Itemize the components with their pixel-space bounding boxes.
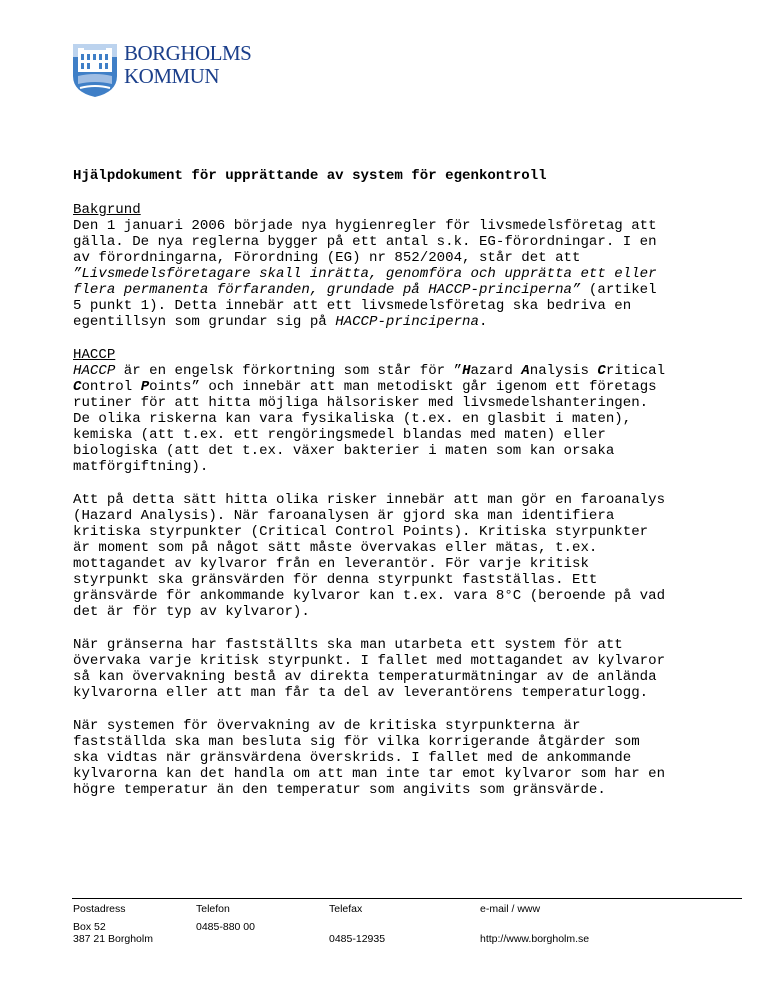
section-bakgrund — [73, 202, 673, 330]
footer-website-link[interactable]: http://www.borgholm.se — [480, 933, 590, 945]
heading-haccp: HACCP — [73, 347, 116, 363]
footer-label: e-mail / www — [480, 903, 541, 915]
logo-line-1: BORGHOLMS — [124, 41, 252, 65]
footer-postadress — [73, 903, 153, 945]
text: ontrol — [81, 379, 141, 395]
text: är en engelsk förkortning som står för ” — [115, 363, 463, 379]
letter: H — [462, 363, 471, 379]
text: ritical — [605, 363, 666, 379]
kommun-logo — [72, 40, 282, 100]
footer-telefax — [329, 903, 385, 945]
text: ” och innebär att man metodiskt går igenom ett företags rutiner för att hitta möjliga hälsorisker med livsmedelshanteringen. De olika riskerna kan vara fysikaliska (t.ex. en glasbit i maten), kemiska (att t.ex. ett rengöringsmedel blandas med maten) eller biologiska (att det t.ex. växer bakterier i maten som kan orsaka matförgiftning). — [73, 379, 657, 475]
letter: A — [521, 363, 530, 379]
logo-line-2: KOMMUN — [124, 64, 220, 88]
term: HACCP — [73, 363, 116, 379]
paragraph-overvakning: När gränserna har fastställts ska man utarbeta ett system för att övervaka varje kritisk styrpunkt. I fallet med mottagandet av kylvaror så kan övervakning bestå av direkta temperaturmätningar av de anlända kylvarorna eller att man får ta del av leverantörens temperaturlogg. — [73, 637, 666, 701]
paragraph-faroanalys: Att på detta sätt hitta olika risker innebär att man gör en faroanalys (Hazard Analysis). När faroanalysen är gjord ska man identifiera kritiska styrpunkter (Critical Control Points). Kritiska styrpunkter är moment som på något sätt måste övervakas eller mätas, t.ex. mottagandet av kylvaror från en leverantör. För varje kritisk styrpunkt ska gränsvärden för denna styrpunkt fastställas. Ett gränsvärde för ankommande kylvaror kan t.ex. vara 8°C (beroende på vad det är för typ av kylvaror). — [73, 492, 666, 620]
footer-value: 0485-880 00 — [196, 921, 255, 933]
text: azard — [470, 363, 522, 379]
footer-label: Postadress — [73, 903, 126, 915]
text: (artikel 5 punkt 1). Detta innebär att ett livsmedelsföretag ska bedriva en egentillsyn som grundar sig på — [73, 282, 657, 330]
footer-email — [480, 903, 589, 945]
footer-value: Box 52 — [73, 921, 106, 933]
letter: C — [73, 379, 82, 395]
paragraph-bakgrund — [73, 218, 673, 330]
quote: ”Livsmedelsföretagare skall inrätta, genomföra och upprätta ett eller flera permanenta förfaranden, grundade på HACCP-principerna” — [73, 266, 657, 298]
letter: P — [140, 379, 150, 395]
footer-label: Telefon — [196, 903, 230, 915]
text: nalysis — [529, 363, 598, 379]
paragraph-haccp — [73, 363, 673, 475]
text: . — [478, 314, 488, 330]
footer-label: Telefax — [329, 903, 363, 915]
footer-telefon — [196, 903, 255, 933]
text: oints — [149, 379, 192, 395]
footer-divider — [72, 898, 742, 899]
document-title: Hjälpdokument för upprättande av system för egenkontroll — [73, 168, 547, 184]
heading-bakgrund: Bakgrund — [73, 202, 141, 218]
footer-value: 387 21 Borgholm — [73, 933, 153, 945]
footer-value: 0485-12935 — [329, 933, 386, 945]
letter: C — [597, 363, 606, 379]
crest-icon — [72, 40, 118, 98]
document-body — [73, 168, 673, 815]
text: Den 1 januari 2006 började nya hygienregler för livsmedelsföretag att gälla. De nya reglerna bygger på ett antal s.k. EG-förordningar. I en av förordningarna, Förordning (EG) nr 852/2004, står det att — [73, 218, 657, 266]
section-haccp — [73, 347, 673, 475]
logo-text — [124, 42, 251, 88]
paragraph-korrigerande: När systemen för övervakning av de kritiska styrpunkterna är fastställda ska man besluta sig för vilka korrigerande åtgärder som ska vidtas när gränsvärdena överskrids. I fallet med de ankommande kylvarorna kan det handla om att man inte tar emot kylvaror som har en högre temperatur än den temperatur som angivits som gränsvärde. — [73, 718, 666, 798]
term: HACCP-principerna — [335, 314, 479, 330]
